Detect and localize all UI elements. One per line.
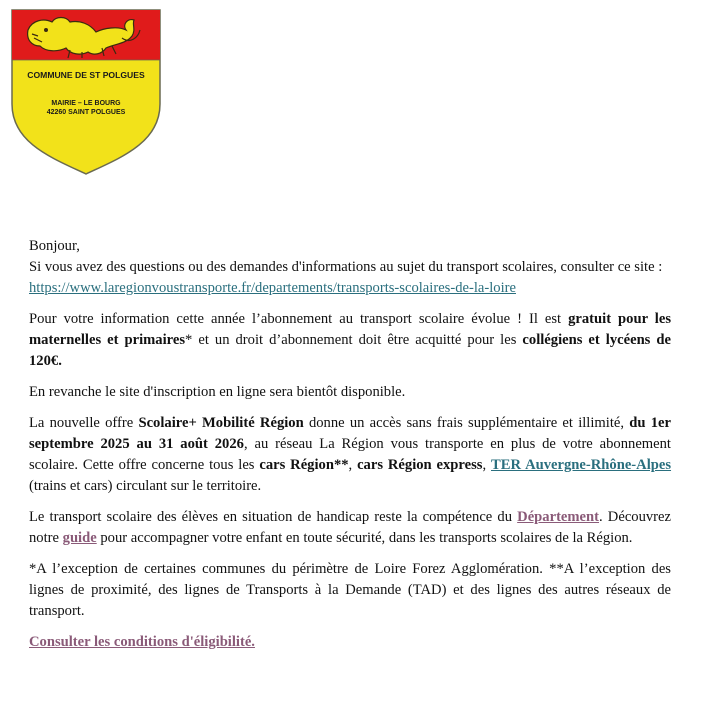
letter-body [29,236,671,663]
cars-region: cars Région** [259,457,349,473]
eligibility-link[interactable]: Consulter les conditions d'éligibilité. [29,634,255,650]
text-span: donne un accès sans frais supplémentaire et illimité, [303,415,630,431]
crest-address-line2: 42260 SAINT POLGUES [46,109,126,116]
eligibility-paragraph [29,632,671,653]
offer-dates: du 1er septembre 2025 au 31 août 2026 [29,415,671,452]
offer-paragraph [29,413,671,497]
footnote-1: *A l’exception de certaines communes du périmètre de Loire Forez Agglomération. [29,561,543,577]
text-span: (trains et cars) circulant sur le territoire. [29,478,262,494]
crest-address-line1: MAIRIE – LE BOURG [51,100,121,107]
text-span: , au réseau La Région vous transporte en plus de votre abonnement scolaire. Cette offre concerne tous les [29,436,671,473]
footnote-2: **A l’exception des lignes de proximité, des lignes de Transports à la Demande (TAD) et des lignes des autres réseaux de transport. [29,561,671,619]
online-signup-paragraph: En revanche le site d'inscription en ligne sera bientôt disponible. [29,384,406,400]
crest-title: COMMUNE DE ST POLGUES [27,70,145,80]
free-highlight: gratuit pour les maternelles et primaires [29,311,671,348]
subscription-paragraph [29,309,671,372]
text-span: Pour votre information cette année l’abonnement au transport scolaire évolue ! Il est [29,311,569,327]
cars-region-express: cars Région express [357,457,483,473]
guide-link[interactable]: guide [62,530,97,546]
text-span: pour accompagner votre enfant en toute sécurité, dans les transports scolaires de la Région. [96,530,633,546]
disability-paragraph [29,507,671,549]
text-span: * et un droit d’abonnement doit être acquitté pour les [185,332,523,348]
footnotes [29,559,671,622]
ter-link[interactable]: TER Auvergne-Rhône-Alpes [491,457,672,473]
greeting: Bonjour, [29,238,80,254]
fee-highlight: collégiens et lycéens de 120€. [29,332,671,369]
region-transport-link[interactable]: https://www.laregionvoustransporte.fr/departements/transports-scolaires-de-la-loire [29,280,516,296]
departement-link[interactable]: Département [517,509,600,525]
offer-name: Scolaire+ Mobilité Région [138,415,304,431]
commune-crest [10,8,162,176]
intro-paragraph [29,236,671,299]
text-span: Le transport scolaire des élèves en situation de handicap reste la compétence du [29,509,518,525]
text-span: La nouvelle offre [29,415,139,431]
shield-icon [10,8,162,176]
intro-text: Si vous avez des questions ou des demandes d'informations au sujet du transport scolaires, consulter ce site : [29,259,663,275]
text-span: , [482,457,492,473]
text-span: , [348,457,358,473]
text-span: . Découvrez notre [29,509,671,546]
